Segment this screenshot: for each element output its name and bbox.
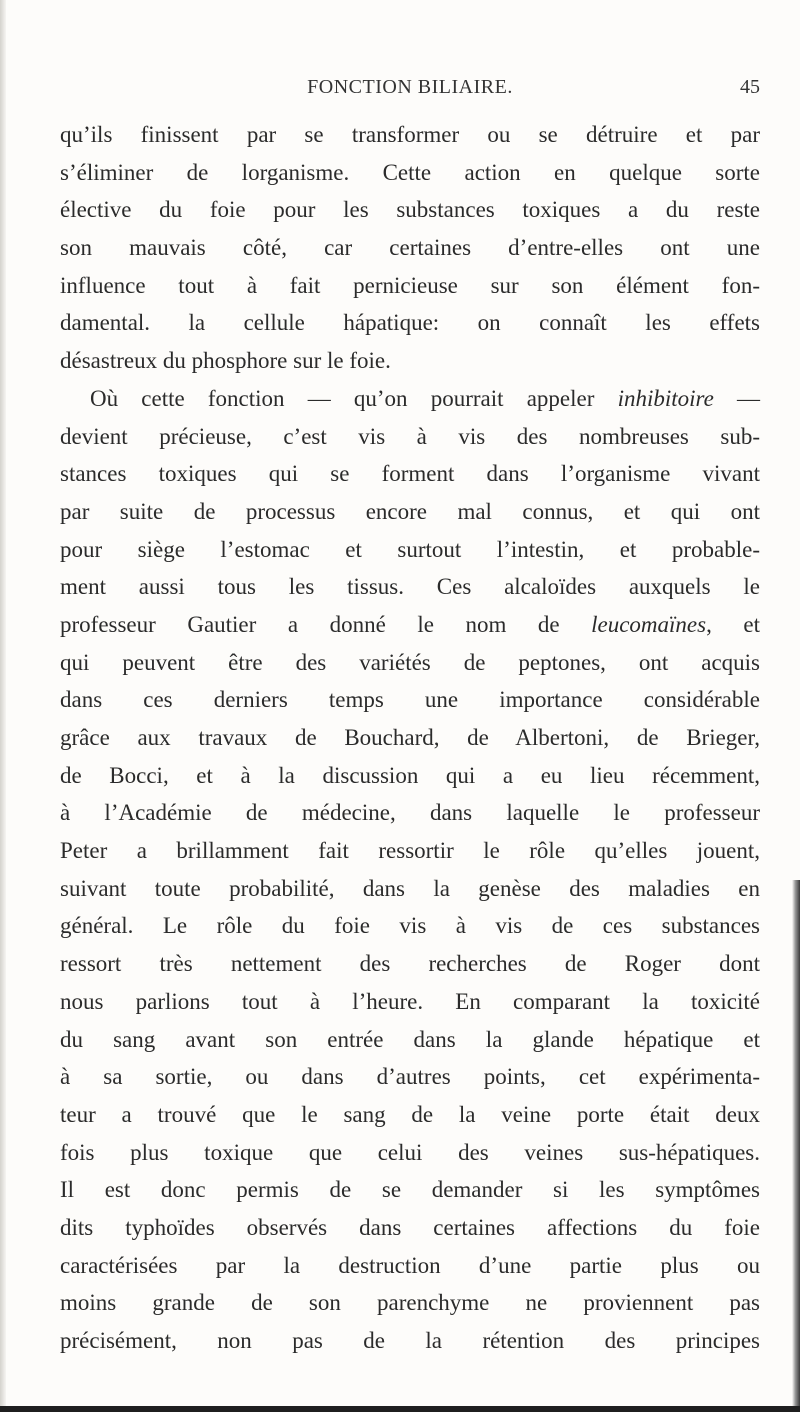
text-line: qu’ils finissent par se transformer ou se détruire et par (60, 122, 760, 147)
text-line: précisément, non pas de la rétention des principes (60, 1328, 760, 1353)
text-line (60, 380, 760, 418)
text-line: désastreux du phosphore sur le foie. (60, 348, 391, 374)
text-line: élective du foie pour les substances toxiques a du reste (60, 197, 760, 223)
text-line: suivant toute probabilité, dans la genèse des maladies en (60, 875, 760, 901)
text-line: qui peuvent être des variétés de peptones, ont acquis (60, 649, 760, 675)
italic-term: inhibitoire (617, 385, 714, 411)
text-line: teur a trouvé que le sang de la veine porte était deux (60, 1101, 760, 1127)
text-line: devient précieuse, c’est vis à vis des nombreuses sub- (60, 423, 760, 449)
page-gutter-shadow (0, 0, 6, 1412)
text-line: ressort très nettement des recherches de Roger dont (60, 951, 760, 977)
text-line: grâce aux travaux de Bouchard, de Albertoni, de Brieger, (60, 725, 760, 750)
text-line: influence tout à fait pernicieuse sur son élément fon- (60, 272, 760, 298)
text-line: nous parlions tout à l’heure. En comparant la toxicité (60, 988, 760, 1014)
text-line: fois plus toxique que celui des veines sus-hépatiques. (60, 1139, 760, 1165)
text-line: par suite de processus encore mal connus, et qui ont (60, 498, 760, 524)
text-segment: Où cette fonction — qu’on pourrait appeler (90, 385, 618, 411)
text-segment: professeur Gautier a donné le nom de (60, 611, 592, 637)
text-line: à l’Académie de médecine, dans laquelle le professeur (60, 800, 760, 826)
italic-term: leucomaïnes (591, 611, 707, 637)
text-line: général. Le rôle du foie vis à vis de ces substances (60, 913, 760, 939)
body-text (60, 116, 760, 1360)
text-line: stances toxiques qui se forment dans l’organisme vivant (60, 461, 760, 487)
text-line: s’éliminer de lorganisme. Cette action en quelque sorte (60, 159, 760, 185)
text-segment: — (713, 385, 761, 411)
text-line: Peter a brillamment fait ressortir le rôle qu’elles jouent, (60, 838, 760, 864)
text-line: à sa sortie, ou dans d’autres points, cet expérimenta- (60, 1064, 760, 1090)
page-number: 45 (740, 76, 760, 98)
text-segment: , et (706, 611, 760, 637)
text-line: dits typhoïdes observés dans certaines affections du foie (60, 1214, 760, 1240)
running-title: FONCTION BILIAIRE. (307, 76, 513, 98)
text-line: son mauvais côté, car certaines d’entre-elles ont une (60, 235, 760, 261)
text-line: moins grande de son parenchyme ne proviennent pas (60, 1290, 760, 1316)
running-head (60, 76, 760, 104)
text-line: du sang avant son entrée dans la glande hépatique et (60, 1026, 760, 1052)
page-edge-shadow (792, 880, 800, 1412)
text-line: dans ces derniers temps une importance considérable (60, 687, 760, 713)
text-line: Il est donc permis de se demander si les symptômes (60, 1177, 760, 1203)
text-line: caractérisées par la destruction d’une partie plus ou (60, 1252, 760, 1278)
text-line: ment aussi tous les tissus. Ces alcaloïdes auxquels le (60, 574, 760, 600)
text-line: damental. la cellule hápatique: on connaît les effets (60, 310, 760, 336)
text-line: pour siège l’estomac et surtout l’intestin, et probable- (60, 536, 760, 562)
text-line: de Bocci, et à la discussion qui a eu lieu récemment, (60, 762, 760, 788)
text-line (60, 606, 760, 644)
page-bottom-border (0, 1406, 800, 1412)
